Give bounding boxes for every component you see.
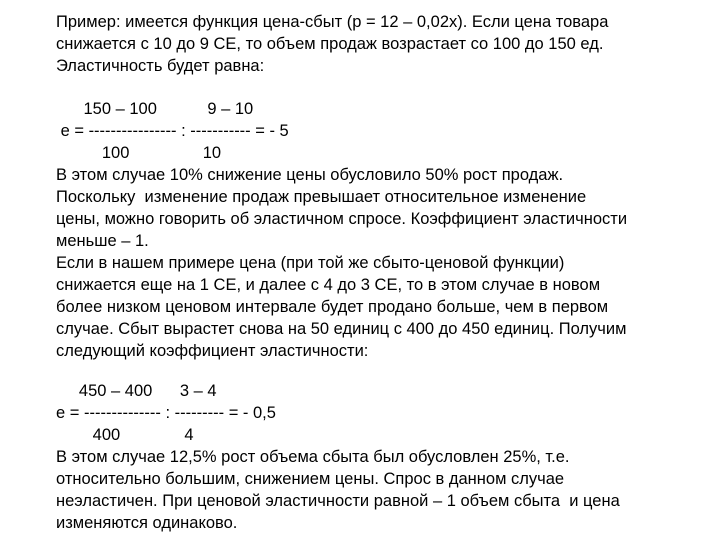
explanation1-line-5: Если в нашем примере цена (при той же сбыто-ценовой функции) bbox=[56, 254, 565, 272]
explanation2-line-4: изменяются одинаково. bbox=[56, 514, 238, 532]
formula1-equation: е = ---------------- : ----------- = - 5 bbox=[56, 122, 289, 140]
explanation1-line-7: более низком ценовом интервале будет продано больше, чем в первом bbox=[56, 298, 609, 316]
intro-line-1: Пример: имеется функция цена-сбыт (р = 12 – 0,02х). Если цена товара bbox=[56, 13, 609, 31]
explanation1-line-8: случае. Сбыт вырастет снова на 50 единиц с 400 до 450 единиц. Получим bbox=[56, 320, 627, 338]
intro-line-2: снижается с 10 до 9 СЕ, то объем продаж возрастает со 100 до 150 ед. bbox=[56, 35, 604, 53]
formula2-numerator: 450 – 400 3 – 4 bbox=[56, 382, 217, 400]
explanation2-line-2: относительно большим, снижением цены. Спрос в данном случае bbox=[56, 470, 565, 488]
explanation2-line-3: неэластичен. При ценовой эластичности равной – 1 объем сбыта и цена bbox=[56, 492, 620, 510]
formula1-denominator: 100 10 bbox=[56, 144, 222, 162]
explanation1-line-1: В этом случае 10% снижение цены обусловило 50% рост продаж. bbox=[56, 166, 564, 184]
formula2-denominator: 400 4 bbox=[56, 426, 194, 444]
explanation1-line-2: Поскольку изменение продаж превышает относительное изменение bbox=[56, 188, 587, 206]
explanation1-line-6: снижается еще на 1 СЕ, и далее с 4 до 3 СЕ, то в этом случае в новом bbox=[56, 276, 601, 294]
explanation1-line-4: меньше – 1. bbox=[56, 232, 149, 250]
formula2-equation: е = -------------- : --------- = - 0,5 bbox=[56, 404, 276, 422]
explanation2-line-1: В этом случае 12,5% рост объема сбыта был обусловлен 25%, т.е. bbox=[56, 448, 570, 466]
intro-line-3: Эластичность будет равна: bbox=[56, 57, 265, 75]
formula1-numerator: 150 – 100 9 – 10 bbox=[56, 100, 254, 118]
explanation1-line-9: следующий коэффициент эластичности: bbox=[56, 342, 369, 360]
explanation1-line-3: цены, можно говорить об эластичном спросе. Коэффициент эластичности bbox=[56, 210, 628, 228]
